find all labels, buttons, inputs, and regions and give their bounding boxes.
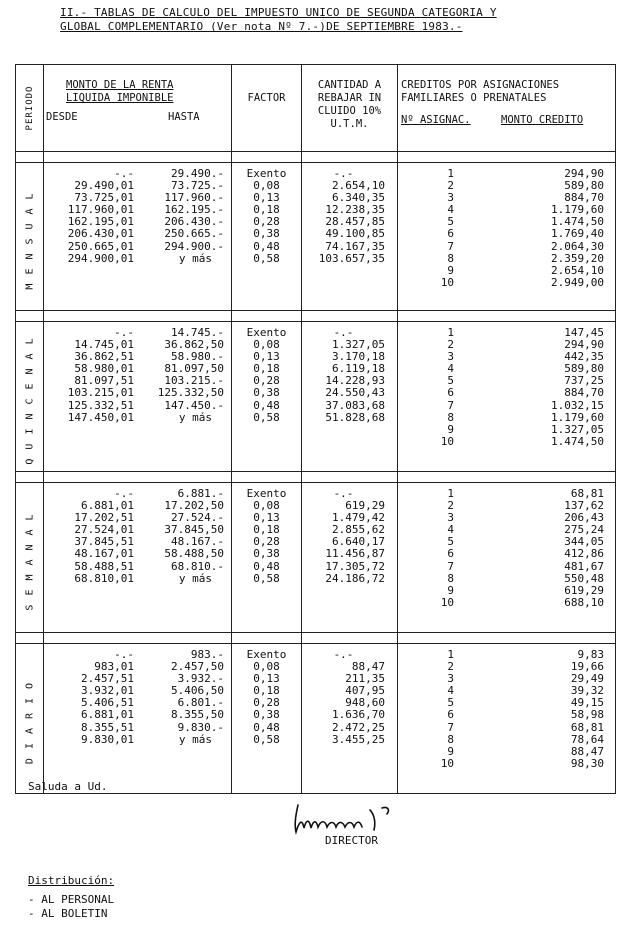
period-label: DIARIO — [24, 673, 35, 764]
distribucion-heading: Distribución: — [28, 874, 115, 887]
desde-value: 17.202,51 — [74, 511, 134, 525]
credito-value: 412,86 — [564, 547, 604, 561]
cantidad-value: 6.119,18 — [332, 362, 385, 376]
factor-value: Exento — [246, 487, 287, 500]
hasta-value: 27.524.- — [171, 511, 224, 525]
cantidad-value: 1.479,42 — [332, 511, 385, 525]
creditos-cell — [398, 322, 616, 472]
cantidad-value: -.- — [333, 648, 354, 661]
asignac-number: 8 — [447, 571, 454, 585]
desde-value: 14.745,01 — [74, 338, 134, 352]
desde-value: 162.195,01 — [67, 215, 134, 229]
factor-value: 0,38 — [253, 547, 280, 561]
desde-value: 206.430,01 — [67, 227, 134, 241]
desde-value: 8.355,51 — [81, 720, 134, 734]
hasta-value: y más — [178, 732, 212, 746]
asignac-number: 10 — [440, 434, 454, 448]
section-gap — [16, 633, 616, 644]
hasta-value: 6.881.- — [177, 487, 224, 500]
asignac-number: 8 — [447, 251, 454, 265]
saluda-text: Saluda a Ud. — [28, 780, 108, 793]
factor-value: 0,38 — [253, 708, 280, 722]
asignac-number: 2 — [447, 338, 454, 352]
credito-value: 589,80 — [564, 179, 604, 193]
cantidad-value: 74.167,35 — [325, 239, 385, 253]
asignac-number: 4 — [447, 523, 454, 537]
cantidad-value: 12.238,35 — [325, 203, 385, 217]
period-label-cell — [16, 644, 44, 794]
credito-value: 1.769,40 — [551, 227, 604, 241]
asignac-number: 7 — [447, 239, 454, 253]
credito-value: 1.474,50 — [551, 434, 604, 448]
credito-value: 481,67 — [564, 559, 604, 573]
desde-value: -.- — [114, 326, 134, 339]
desde-value: 36.862,51 — [74, 350, 134, 364]
section-2 — [16, 483, 616, 633]
cantidad-value: -.- — [333, 326, 354, 339]
cantidad-value: 51.828,68 — [325, 410, 385, 424]
cantidad-value: 2.855,62 — [332, 523, 385, 537]
header-factor: FACTOR — [232, 65, 302, 152]
hasta-value: y más — [178, 571, 212, 585]
credito-value: 49,15 — [570, 696, 604, 710]
credito-value: 19,66 — [570, 660, 604, 674]
factor-value: 0,08 — [253, 660, 280, 674]
credito-value: 1.179,60 — [551, 203, 604, 217]
desde-value: 68.810,01 — [74, 571, 134, 585]
hasta-value: 103.215.- — [164, 374, 224, 388]
hasta-value: 48.167.- — [171, 535, 224, 549]
period-label: MENSUAL — [24, 183, 35, 290]
asignac-number: 10 — [440, 756, 454, 770]
factor-value: 0,48 — [253, 559, 280, 573]
hasta-value: 17.202,50 — [164, 499, 224, 513]
asignac-number: 5 — [447, 696, 454, 710]
cantidad-cell — [302, 322, 398, 472]
monto-cell — [44, 483, 232, 633]
factor-value: 0,48 — [253, 239, 280, 253]
factor-value: 0,08 — [253, 179, 280, 193]
credito-value: 206,43 — [564, 511, 604, 525]
cantidad-value: 2.654,10 — [332, 179, 385, 193]
desde-value: 29.490,01 — [74, 179, 134, 193]
factor-value: Exento — [246, 648, 287, 661]
hasta-value: 147.450.- — [164, 398, 224, 412]
asignac-number: 9 — [447, 744, 454, 758]
desde-value: 2.457,51 — [81, 672, 134, 686]
desde-value: 81.097,51 — [74, 374, 134, 388]
creditos-cell — [398, 644, 616, 794]
cantidad-value: 6.340,35 — [332, 191, 385, 205]
director-label: DIRECTOR — [325, 834, 378, 847]
credito-value: 550,48 — [564, 571, 604, 585]
desde-value: 117.960,01 — [67, 203, 134, 217]
factor-value: 0,13 — [253, 511, 280, 525]
cantidad-value: 24.550,43 — [325, 386, 385, 400]
desde-value: 58.980,01 — [74, 362, 134, 376]
factor-cell — [232, 163, 302, 311]
desde-value: 58.488,51 — [74, 559, 134, 573]
hasta-value: 8.355,50 — [171, 708, 224, 722]
desde-value: 250.665,01 — [67, 239, 134, 253]
asignac-number: 6 — [447, 386, 454, 400]
desde-value: 5.406,51 — [81, 696, 134, 710]
credito-value: 344,05 — [564, 535, 604, 549]
asignac-number: 9 — [447, 263, 454, 277]
asignac-number: 9 — [447, 422, 454, 436]
asignac-number: 1 — [447, 487, 454, 500]
hasta-value: 37.845,50 — [164, 523, 224, 537]
title-line-2: GLOBAL COMPLEMENTARIO (Ver nota Nº 7.-)DE SEPTIEMBRE 1983.- — [60, 20, 463, 33]
section-gap — [16, 152, 616, 163]
hasta-value: 125.332,50 — [157, 386, 224, 400]
asignac-number: 3 — [447, 511, 454, 525]
credito-value: 688,10 — [564, 595, 604, 609]
cantidad-value: 619,29 — [345, 499, 385, 513]
asignac-number: 2 — [447, 660, 454, 674]
asignac-number: 1 — [447, 167, 454, 180]
factor-value: 0,28 — [253, 215, 280, 229]
credito-value: 29,49 — [570, 672, 604, 686]
hasta-value: 73.725.- — [171, 179, 224, 193]
cantidad-value: 211,35 — [345, 672, 385, 686]
hasta-value: 6.801.- — [177, 696, 224, 710]
hasta-value: 68.810.- — [171, 559, 224, 573]
factor-value: 0,28 — [253, 535, 280, 549]
cantidad-value: 3.455,25 — [332, 732, 385, 746]
asignac-number: 1 — [447, 648, 454, 661]
hasta-value: 983.- — [190, 648, 224, 661]
factor-value: 0,13 — [253, 672, 280, 686]
section-gap — [16, 472, 616, 483]
credito-value: 137,62 — [564, 499, 604, 513]
asignac-number: 3 — [447, 191, 454, 205]
desde-value: 147.450,01 — [67, 410, 134, 424]
desde-value: -.- — [114, 487, 134, 500]
factor-value: 0,08 — [253, 499, 280, 513]
asignac-number: 7 — [447, 398, 454, 412]
asignac-number: 6 — [447, 708, 454, 722]
cantidad-value: 1.327,05 — [332, 338, 385, 352]
desde-value: 103.215,01 — [67, 386, 134, 400]
hasta-value: y más — [178, 251, 212, 265]
credito-value: 442,35 — [564, 350, 604, 364]
cantidad-value: 14.228,93 — [325, 374, 385, 388]
section-3 — [16, 644, 616, 794]
hasta-value: 162.195.- — [164, 203, 224, 217]
credito-value: 884,70 — [564, 191, 604, 205]
credito-value: 58,98 — [570, 708, 604, 722]
cantidad-value: 1.636,70 — [332, 708, 385, 722]
cantidad-value: 17.305,72 — [325, 559, 385, 573]
factor-cell — [232, 322, 302, 472]
cantidad-value: 103.657,35 — [318, 251, 385, 265]
hasta-value: 250.665.- — [164, 227, 224, 241]
desde-value: 6.881,01 — [81, 499, 134, 513]
period-label-cell — [16, 483, 44, 633]
credito-value: 2.064,30 — [551, 239, 604, 253]
asignac-number: 5 — [447, 535, 454, 549]
cantidad-value: 407,95 — [345, 684, 385, 698]
cantidad-value: 3.170,18 — [332, 350, 385, 364]
factor-value: 0,28 — [253, 696, 280, 710]
desde-value: -.- — [114, 648, 134, 661]
factor-value: 0,38 — [253, 386, 280, 400]
credito-value: 78,64 — [570, 732, 604, 746]
factor-value: 0,58 — [253, 251, 280, 265]
credito-value: 619,29 — [564, 583, 604, 597]
cantidad-value: 88,47 — [351, 660, 385, 674]
header-monto: MONTO DE LA RENTA LIQUIDA IMPONIBLE DESDE HASTA — [44, 65, 232, 152]
period-label-cell — [16, 163, 44, 311]
header-creditos: CREDITOS POR ASIGNACIONES FAMILIARES O PRENATALES Nº ASIGNAC. MONTO CREDITO — [398, 65, 616, 152]
desde-value: 37.845,51 — [74, 535, 134, 549]
credito-value: 2.654,10 — [551, 263, 604, 277]
credito-value: 88,47 — [570, 744, 604, 758]
factor-value: 0,48 — [253, 720, 280, 734]
asignac-number: 3 — [447, 672, 454, 686]
tax-table — [15, 64, 616, 794]
factor-value: 0,18 — [253, 684, 280, 698]
hasta-value: 206.430.- — [164, 215, 224, 229]
cantidad-value: -.- — [333, 167, 354, 180]
header-row — [16, 65, 616, 152]
desde-value: -.- — [114, 167, 134, 180]
header-cantidad: CANTIDAD A REBAJAR IN CLUIDO 10% U.T.M. — [302, 65, 398, 152]
credito-value: 1.032,15 — [551, 398, 604, 412]
desde-value: 3.932,01 — [81, 684, 134, 698]
hasta-value: 58.980.- — [171, 350, 224, 364]
hasta-value: y más — [178, 410, 212, 424]
cantidad-value: 948,60 — [345, 696, 385, 710]
hasta-value: 117.960.- — [164, 191, 224, 205]
credito-value: 1.179,60 — [551, 410, 604, 424]
factor-value: 0,13 — [253, 350, 280, 364]
distribucion-item-boletin: - AL BOLETIN — [28, 907, 108, 920]
title-line-1: II.- TABLAS DE CALCULO DEL IMPUESTO UNICO DE SEGUNDA CATEGORIA Y — [60, 6, 497, 19]
asignac-number: 8 — [447, 410, 454, 424]
asignac-number: 10 — [440, 275, 454, 289]
asignac-number: 4 — [447, 684, 454, 698]
hasta-value: 2.457,50 — [171, 660, 224, 674]
desde-value: 48.167,01 — [74, 547, 134, 561]
hasta-value: 14.745.- — [171, 326, 224, 339]
section-1 — [16, 322, 616, 472]
hasta-value: 3.932.- — [177, 672, 224, 686]
factor-value: 0,08 — [253, 338, 280, 352]
factor-cell — [232, 644, 302, 794]
cantidad-value: 37.083,68 — [325, 398, 385, 412]
asignac-number: 5 — [447, 215, 454, 229]
credito-value: 884,70 — [564, 386, 604, 400]
cantidad-value: 6.640,17 — [332, 535, 385, 549]
factor-value: 0,28 — [253, 374, 280, 388]
factor-value: 0,18 — [253, 203, 280, 217]
cantidad-cell — [302, 483, 398, 633]
credito-value: 294,90 — [564, 167, 604, 180]
credito-value: 147,45 — [564, 326, 604, 339]
factor-value: 0,38 — [253, 227, 280, 241]
hasta-value: 29.490.- — [171, 167, 224, 180]
hasta-value: 81.097,50 — [164, 362, 224, 376]
creditos-cell — [398, 483, 616, 633]
desde-value: 125.332,51 — [67, 398, 134, 412]
factor-value: Exento — [246, 326, 287, 339]
credito-value: 9,83 — [577, 648, 604, 661]
cantidad-cell — [302, 644, 398, 794]
header-periodo: PERIODO — [16, 65, 44, 152]
cantidad-value: 24.186,72 — [325, 571, 385, 585]
monto-cell — [44, 644, 232, 794]
asignac-number: 2 — [447, 179, 454, 193]
credito-value: 294,90 — [564, 338, 604, 352]
asignac-number: 2 — [447, 499, 454, 513]
factor-value: 0,18 — [253, 362, 280, 376]
credito-value: 2.949,00 — [551, 275, 604, 289]
asignac-number: 6 — [447, 227, 454, 241]
cantidad-cell — [302, 163, 398, 311]
credito-value: 275,24 — [564, 523, 604, 537]
asignac-number: 8 — [447, 732, 454, 746]
asignac-number: 7 — [447, 559, 454, 573]
credito-value: 1.474,50 — [551, 215, 604, 229]
credito-value: 737,25 — [564, 374, 604, 388]
credito-value: 1.327,05 — [551, 422, 604, 436]
asignac-number: 10 — [440, 595, 454, 609]
asignac-number: 9 — [447, 583, 454, 597]
hasta-value: 5.406,50 — [171, 684, 224, 698]
credito-value: 2.359,20 — [551, 251, 604, 265]
factor-value: 0,48 — [253, 398, 280, 412]
factor-cell — [232, 483, 302, 633]
section-gap — [16, 311, 616, 322]
desde-value: 9.830,01 — [81, 732, 134, 746]
hasta-value: 36.862,50 — [164, 338, 224, 352]
credito-value: 589,80 — [564, 362, 604, 376]
cantidad-value: -.- — [333, 487, 354, 500]
monto-cell — [44, 163, 232, 311]
asignac-number: 5 — [447, 374, 454, 388]
desde-value: 27.524,01 — [74, 523, 134, 537]
desde-value: 6.881,01 — [81, 708, 134, 722]
asignac-number: 7 — [447, 720, 454, 734]
hasta-value: 58.488,50 — [164, 547, 224, 561]
credito-value: 68,81 — [570, 487, 604, 500]
desde-value: 983,01 — [94, 660, 134, 674]
period-label: SEMANAL — [24, 504, 35, 611]
cantidad-value: 49.100,85 — [325, 227, 385, 241]
asignac-number: 4 — [447, 362, 454, 376]
factor-value: Exento — [246, 167, 287, 180]
factor-value: 0,58 — [253, 571, 280, 585]
desde-value: 73.725,01 — [74, 191, 134, 205]
section-0 — [16, 163, 616, 311]
factor-value: 0,18 — [253, 523, 280, 537]
distribucion-item-personal: - AL PERSONAL — [28, 893, 115, 906]
period-label-cell — [16, 322, 44, 472]
factor-value: 0,58 — [253, 410, 280, 424]
cantidad-value: 2.472,25 — [332, 720, 385, 734]
desde-value: 294.900,01 — [67, 251, 134, 265]
cantidad-value: 11.456,87 — [325, 547, 385, 561]
asignac-number: 6 — [447, 547, 454, 561]
cantidad-value: 28.457,85 — [325, 215, 385, 229]
credito-value: 98,30 — [570, 756, 604, 770]
factor-value: 0,13 — [253, 191, 280, 205]
period-label: QUINCENAL — [24, 328, 35, 465]
monto-cell — [44, 322, 232, 472]
credito-value: 39,32 — [570, 684, 604, 698]
factor-value: 0,58 — [253, 732, 280, 746]
credito-value: 68,81 — [570, 720, 604, 734]
asignac-number: 4 — [447, 203, 454, 217]
hasta-value: 9.830.- — [177, 720, 224, 734]
asignac-number: 3 — [447, 350, 454, 364]
creditos-cell — [398, 163, 616, 311]
hasta-value: 294.900.- — [164, 239, 224, 253]
asignac-number: 1 — [447, 326, 454, 339]
